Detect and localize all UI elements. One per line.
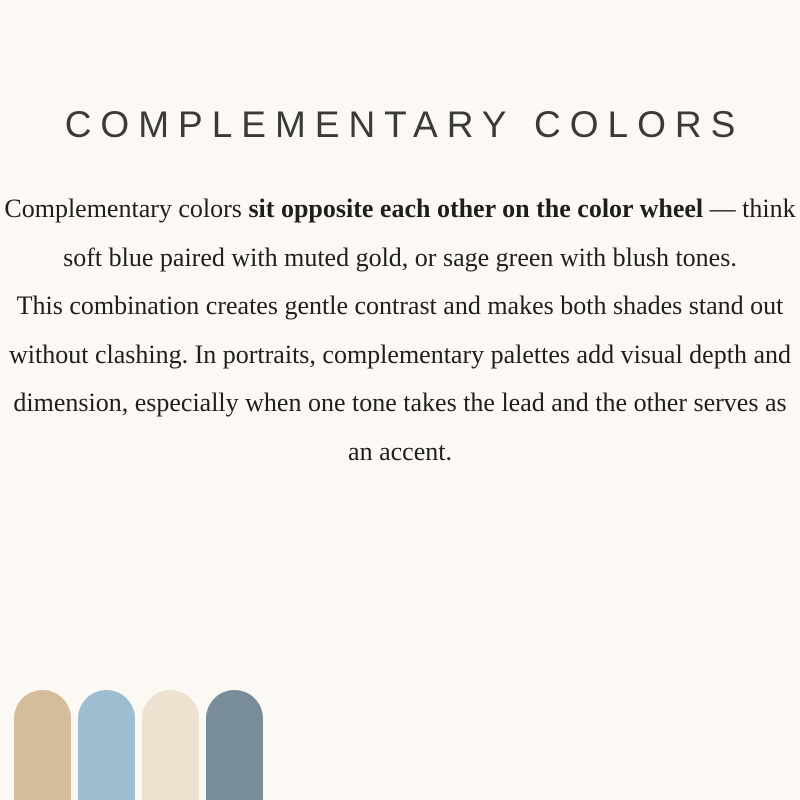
paragraph-definition	[0, 185, 800, 282]
color-palette	[14, 690, 263, 800]
swatch-tan	[14, 690, 71, 800]
paragraph-definition-emphasis: sit opposite each other on the color wheel	[248, 194, 704, 223]
swatch-soft-blue	[78, 690, 135, 800]
swatch-slate-blue	[206, 690, 263, 800]
paragraph-effect: This combination creates gentle contrast and makes both shades stand out without clashing. In portraits, complementary palettes add visual depth and dimension, especially when one tone takes the lead and the other serves as an accent.	[9, 291, 791, 466]
paragraph-definition-examples: — think soft blue paired with muted gold, or sage green with blush tones.	[63, 194, 796, 272]
swatch-cream	[142, 690, 199, 800]
description-text	[0, 185, 800, 476]
paragraph-definition-intro: Complementary colors	[4, 194, 249, 223]
page-title: COMPLEMENTARY COLORS	[64, 104, 745, 145]
